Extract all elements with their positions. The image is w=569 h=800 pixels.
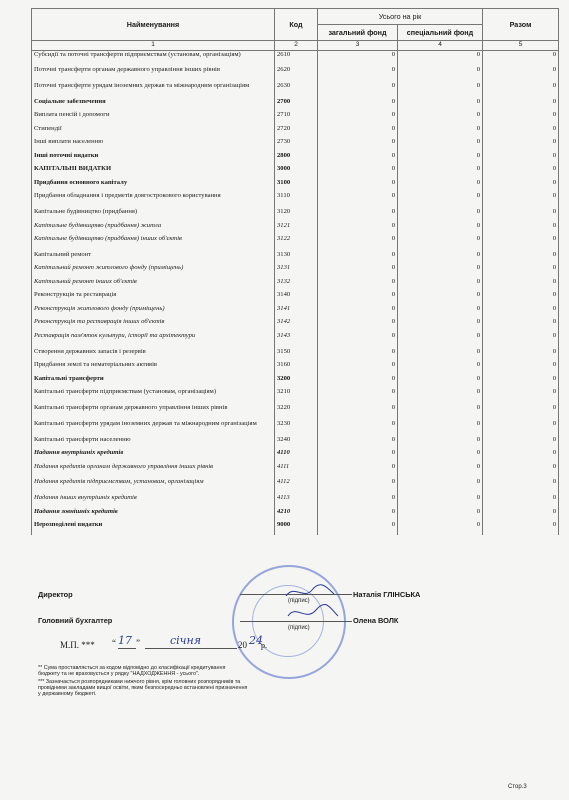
- row-general-fund: 0: [318, 478, 398, 494]
- date-month-line: [145, 648, 237, 649]
- row-general-fund: 0: [318, 420, 398, 436]
- director-title: Директор: [38, 590, 73, 599]
- row-code: 3200: [275, 375, 318, 389]
- row-name: Капітальні трансферти органам державного управління інших рівнів: [32, 404, 275, 420]
- header-general-fund: загальний фонд: [318, 25, 398, 41]
- row-total: 0: [483, 420, 559, 436]
- row-total: 0: [483, 361, 559, 375]
- row-special-fund: 0: [398, 235, 483, 251]
- row-general-fund: 0: [318, 375, 398, 389]
- date-year-end: р.: [261, 641, 267, 650]
- table-row: [32, 264, 559, 278]
- row-name: Капітальне будівництво (придбання): [32, 208, 275, 222]
- row-name: Капітальне будівництво (придбання) інших об'єктів: [32, 235, 275, 251]
- row-total: 0: [483, 51, 559, 67]
- row-name: Надання кредитів органам державного управління інших рівнів: [32, 463, 275, 479]
- signature-scribbles: [282, 582, 342, 628]
- row-total: 0: [483, 208, 559, 222]
- date-year-suffix: 24: [249, 634, 263, 647]
- row-code: 2610: [275, 51, 318, 67]
- row-special-fund: 0: [398, 264, 483, 278]
- row-general-fund: 0: [318, 66, 398, 82]
- seal-place-label: М.П. ***: [60, 640, 95, 650]
- row-special-fund: 0: [398, 463, 483, 479]
- row-code: 3131: [275, 264, 318, 278]
- row-special-fund: 0: [398, 208, 483, 222]
- row-name: Надання кредитів підприємствам, установам, організаціям: [32, 478, 275, 494]
- header-total-year: Усього на рік: [318, 9, 483, 25]
- row-special-fund: 0: [398, 165, 483, 179]
- row-code: 4210: [275, 508, 318, 522]
- row-general-fund: 0: [318, 235, 398, 251]
- table-row: [32, 494, 559, 508]
- row-total: 0: [483, 305, 559, 319]
- row-code: 3100: [275, 179, 318, 193]
- row-general-fund: 0: [318, 138, 398, 152]
- row-name: Капітальні трансферти населенню: [32, 436, 275, 450]
- row-general-fund: 0: [318, 318, 398, 332]
- row-total: 0: [483, 521, 559, 535]
- table-row: [32, 251, 559, 265]
- col-number: 4: [398, 41, 483, 51]
- table-row: [32, 138, 559, 152]
- row-name: Соціальне забезпечення: [32, 98, 275, 112]
- row-name: Надання зовнішніх кредитів: [32, 508, 275, 522]
- col-number: 5: [483, 41, 559, 51]
- row-code: 9000: [275, 521, 318, 535]
- row-name: Надання внутрішніх кредитів: [32, 449, 275, 463]
- footnote-1: ** Сума проставляється за кодом відповідно до класифікації кредитування бюджету та не враховується у рядку "НАДХОДЖЕННЯ - усього".: [38, 665, 226, 678]
- table-row: [32, 305, 559, 319]
- row-total: 0: [483, 436, 559, 450]
- budget-table: [31, 8, 559, 535]
- row-special-fund: 0: [398, 404, 483, 420]
- row-general-fund: 0: [318, 494, 398, 508]
- row-code: 2620: [275, 66, 318, 82]
- row-total: 0: [483, 192, 559, 208]
- row-code: 3141: [275, 305, 318, 319]
- row-special-fund: 0: [398, 152, 483, 166]
- row-special-fund: 0: [398, 388, 483, 404]
- table-row: [32, 98, 559, 112]
- row-total: 0: [483, 264, 559, 278]
- row-special-fund: 0: [398, 66, 483, 82]
- row-code: 4113: [275, 494, 318, 508]
- table-row: [32, 478, 559, 494]
- date-day: 17: [118, 634, 132, 647]
- header-code: Код: [275, 9, 318, 41]
- row-general-fund: 0: [318, 449, 398, 463]
- row-code: 3142: [275, 318, 318, 332]
- row-code: 3122: [275, 235, 318, 251]
- table-row: [32, 318, 559, 332]
- row-special-fund: 0: [398, 318, 483, 332]
- row-general-fund: 0: [318, 404, 398, 420]
- row-general-fund: 0: [318, 208, 398, 222]
- row-general-fund: 0: [318, 436, 398, 450]
- row-total: 0: [483, 111, 559, 125]
- row-general-fund: 0: [318, 521, 398, 535]
- table-row: [32, 125, 559, 139]
- row-code: 3240: [275, 436, 318, 450]
- row-code: 2720: [275, 125, 318, 139]
- row-code: 2630: [275, 82, 318, 98]
- row-special-fund: 0: [398, 436, 483, 450]
- row-name: Капітальний ремонт житлового фонду (приміщень): [32, 264, 275, 278]
- row-total: 0: [483, 478, 559, 494]
- row-code: 3210: [275, 388, 318, 404]
- row-name: Капітальні трансферти підприємствам (установам, організаціям): [32, 388, 275, 404]
- header-name: Найменування: [32, 9, 275, 41]
- row-name: Реконструкція та реставрація: [32, 291, 275, 305]
- row-code: 3110: [275, 192, 318, 208]
- header-special-fund: спеціальний фонд: [398, 25, 483, 41]
- row-special-fund: 0: [398, 494, 483, 508]
- row-general-fund: 0: [318, 51, 398, 67]
- row-total: 0: [483, 66, 559, 82]
- table-row: [32, 420, 559, 436]
- row-general-fund: 0: [318, 165, 398, 179]
- row-total: 0: [483, 98, 559, 112]
- table-row: [32, 332, 559, 348]
- row-general-fund: 0: [318, 251, 398, 265]
- row-total: 0: [483, 125, 559, 139]
- row-code: 3230: [275, 420, 318, 436]
- row-name: Створення державних запасів і резервів: [32, 348, 275, 362]
- row-special-fund: 0: [398, 82, 483, 98]
- row-special-fund: 0: [398, 179, 483, 193]
- row-name: Придбання обладнання і предметів довгострокового користування: [32, 192, 275, 208]
- row-total: 0: [483, 82, 559, 98]
- row-general-fund: 0: [318, 463, 398, 479]
- table-row: [32, 152, 559, 166]
- row-special-fund: 0: [398, 51, 483, 67]
- row-name: Поточні трансферти органам державного управління інших рівнів: [32, 66, 275, 82]
- row-general-fund: 0: [318, 348, 398, 362]
- row-special-fund: 0: [398, 111, 483, 125]
- row-general-fund: 0: [318, 152, 398, 166]
- row-total: 0: [483, 278, 559, 292]
- date-day-line: [118, 648, 136, 649]
- row-name: Стипендії: [32, 125, 275, 139]
- row-name: Капітальні трансферти: [32, 375, 275, 389]
- row-name: КАПІТАЛЬНІ ВИДАТКИ: [32, 165, 275, 179]
- row-special-fund: 0: [398, 222, 483, 236]
- row-total: 0: [483, 165, 559, 179]
- row-special-fund: 0: [398, 125, 483, 139]
- row-special-fund: 0: [398, 348, 483, 362]
- row-total: 0: [483, 508, 559, 522]
- row-special-fund: 0: [398, 375, 483, 389]
- table-row: [32, 291, 559, 305]
- row-general-fund: 0: [318, 388, 398, 404]
- row-special-fund: 0: [398, 361, 483, 375]
- col-number: 2: [275, 41, 318, 51]
- table-row: [32, 179, 559, 193]
- row-total: 0: [483, 222, 559, 236]
- table-body: [32, 51, 559, 535]
- row-total: 0: [483, 179, 559, 193]
- row-code: 3140: [275, 291, 318, 305]
- table-row: [32, 508, 559, 522]
- row-special-fund: 0: [398, 305, 483, 319]
- row-special-fund: 0: [398, 138, 483, 152]
- row-name: Капітальні трансферти урядам іноземних держав та міжнародним організаціям: [32, 420, 275, 436]
- row-total: 0: [483, 152, 559, 166]
- row-code: 3132: [275, 278, 318, 292]
- row-total: 0: [483, 251, 559, 265]
- row-general-fund: 0: [318, 222, 398, 236]
- row-name: Реконструкція житлового фонду (приміщень): [32, 305, 275, 319]
- row-special-fund: 0: [398, 449, 483, 463]
- row-special-fund: 0: [398, 420, 483, 436]
- row-special-fund: 0: [398, 508, 483, 522]
- page-number: Стор.3: [508, 784, 527, 790]
- row-general-fund: 0: [318, 305, 398, 319]
- row-name: Реконструкція та реставрація інших об'єктів: [32, 318, 275, 332]
- row-name: Капітальний ремонт: [32, 251, 275, 265]
- row-code: 2730: [275, 138, 318, 152]
- table-row: [32, 375, 559, 389]
- row-code: 3121: [275, 222, 318, 236]
- accountant-name: Олена ВОЛК: [353, 616, 399, 625]
- row-code: 3000: [275, 165, 318, 179]
- row-special-fund: 0: [398, 98, 483, 112]
- row-code: 2710: [275, 111, 318, 125]
- row-total: 0: [483, 375, 559, 389]
- row-general-fund: 0: [318, 192, 398, 208]
- row-code: 4112: [275, 478, 318, 494]
- row-special-fund: 0: [398, 478, 483, 494]
- row-special-fund: 0: [398, 521, 483, 535]
- header-sum: Разом: [483, 9, 559, 41]
- row-special-fund: 0: [398, 332, 483, 348]
- row-total: 0: [483, 138, 559, 152]
- table-row: [32, 82, 559, 98]
- row-name: Придбання основного капіталу: [32, 179, 275, 193]
- col-number: 1: [32, 41, 275, 51]
- row-code: 4110: [275, 449, 318, 463]
- date-year-prefix: 20: [238, 640, 247, 650]
- row-name: Інші поточні видатки: [32, 152, 275, 166]
- table-row: [32, 361, 559, 375]
- table-row: [32, 165, 559, 179]
- table-row: [32, 404, 559, 420]
- row-special-fund: 0: [398, 291, 483, 305]
- row-name: Капітальний ремонт інших об'єктів: [32, 278, 275, 292]
- row-code: 2700: [275, 98, 318, 112]
- table-row: [32, 348, 559, 362]
- table-row: [32, 278, 559, 292]
- row-general-fund: 0: [318, 361, 398, 375]
- row-name: Нерозподілені видатки: [32, 521, 275, 535]
- row-name: Поточні трансферти урядам іноземних держав та міжнародним організаціям: [32, 82, 275, 98]
- director-name: Наталія ГЛІНСЬКА: [353, 590, 421, 599]
- table-row: [32, 66, 559, 82]
- row-general-fund: 0: [318, 264, 398, 278]
- row-general-fund: 0: [318, 291, 398, 305]
- row-total: 0: [483, 388, 559, 404]
- row-total: 0: [483, 449, 559, 463]
- row-special-fund: 0: [398, 192, 483, 208]
- row-total: 0: [483, 463, 559, 479]
- table-row: [32, 222, 559, 236]
- accountant-title: Головний бухгалтер: [38, 616, 113, 625]
- date-open-quote: “: [112, 638, 116, 648]
- row-general-fund: 0: [318, 508, 398, 522]
- row-code: 3130: [275, 251, 318, 265]
- row-code: 3150: [275, 348, 318, 362]
- row-special-fund: 0: [398, 251, 483, 265]
- table-row: [32, 388, 559, 404]
- col-number: 3: [318, 41, 398, 51]
- table-row: [32, 449, 559, 463]
- director-sign-label: (підпис): [288, 598, 310, 604]
- row-general-fund: 0: [318, 278, 398, 292]
- row-general-fund: 0: [318, 111, 398, 125]
- row-general-fund: 0: [318, 82, 398, 98]
- row-name: Надання інших внутрішніх кредитів: [32, 494, 275, 508]
- table-row: [32, 192, 559, 208]
- table-row: [32, 521, 559, 535]
- row-name: Придбання землі та нематеріальних активів: [32, 361, 275, 375]
- row-code: 3220: [275, 404, 318, 420]
- row-special-fund: 0: [398, 278, 483, 292]
- row-code: 3120: [275, 208, 318, 222]
- row-name: Субсидії та поточні трансферти підприємствам (установам, організаціям): [32, 51, 275, 67]
- table-row: [32, 436, 559, 450]
- row-general-fund: 0: [318, 98, 398, 112]
- footnote-2: *** Зазначається розпорядниками нижчого рівня, крім головних розпорядників та провідними закладами вищої освіти, яким безпосередньо встановлені призначення у державному бюджеті.: [38, 679, 248, 698]
- date-month: січня: [170, 634, 202, 647]
- row-total: 0: [483, 494, 559, 508]
- row-general-fund: 0: [318, 179, 398, 193]
- row-name: Виплата пенсій і допомоги: [32, 111, 275, 125]
- row-total: 0: [483, 348, 559, 362]
- table-row: [32, 235, 559, 251]
- table-row: [32, 51, 559, 67]
- row-name: Реставрація пам'яток культури, історії та архітектури: [32, 332, 275, 348]
- row-code: 3143: [275, 332, 318, 348]
- row-total: 0: [483, 404, 559, 420]
- row-total: 0: [483, 291, 559, 305]
- row-general-fund: 0: [318, 125, 398, 139]
- table-row: [32, 111, 559, 125]
- row-total: 0: [483, 235, 559, 251]
- row-code: 3160: [275, 361, 318, 375]
- table-row: [32, 208, 559, 222]
- date-close-quote: ”: [136, 638, 140, 648]
- row-total: 0: [483, 332, 559, 348]
- accountant-sign-label: (підпис): [288, 625, 310, 631]
- row-code: 4111: [275, 463, 318, 479]
- row-code: 2800: [275, 152, 318, 166]
- row-general-fund: 0: [318, 332, 398, 348]
- row-total: 0: [483, 318, 559, 332]
- row-name: Інші виплати населенню: [32, 138, 275, 152]
- table-row: [32, 463, 559, 479]
- row-name: Капітальне будівництво (придбання) житла: [32, 222, 275, 236]
